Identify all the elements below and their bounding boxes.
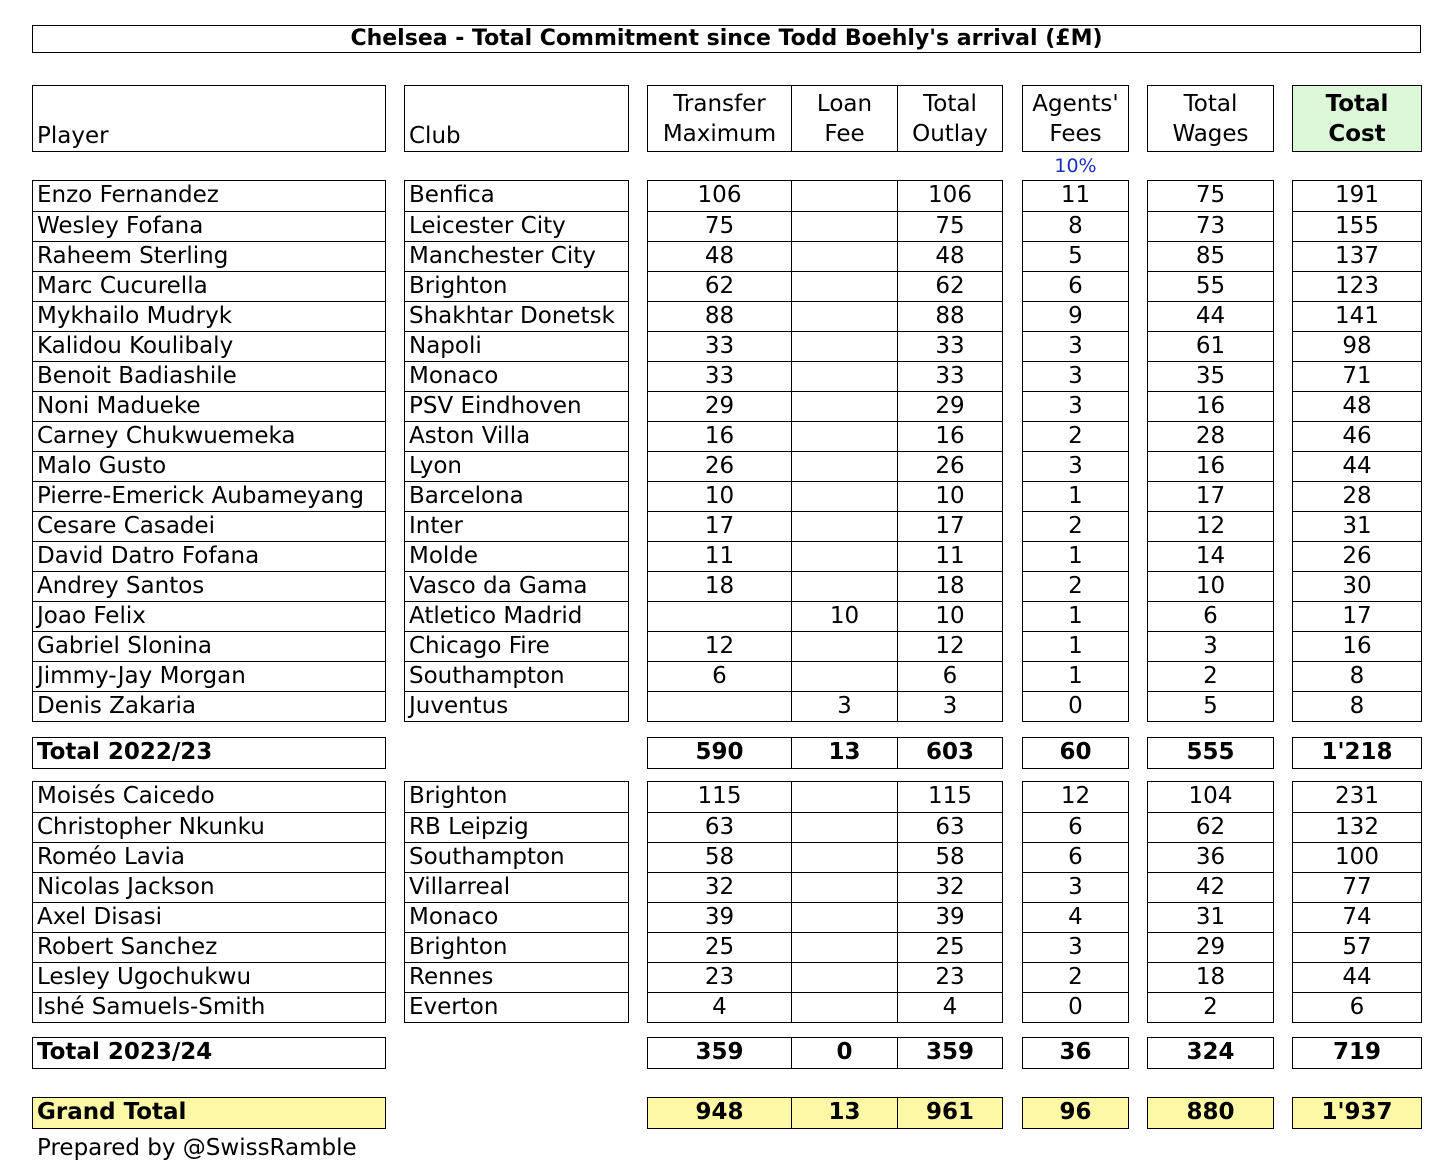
agents-fee-cell: 0 (1023, 691, 1128, 721)
total-2022-23-outlay (647, 737, 1003, 769)
outlay-row (648, 631, 1002, 661)
total1-loan: 13 (791, 738, 897, 768)
loan-fee-cell (791, 302, 897, 331)
wages-cell: 16 (1148, 451, 1273, 481)
loan-fee-cell: 3 (791, 692, 897, 721)
season2-player-column (32, 781, 386, 1023)
club-cell: Rennes (405, 962, 628, 992)
loan-fee-cell (791, 963, 897, 992)
header-club: Club (404, 85, 629, 152)
agents-fee-cell: 9 (1023, 301, 1128, 331)
club-cell: Manchester City (405, 241, 628, 271)
agents-fee-cell: 4 (1023, 902, 1128, 932)
total-2022-23-wages: 555 (1147, 737, 1274, 769)
total-outlay-cell: 106 (897, 181, 1002, 211)
transfer-max-cell: 29 (704, 393, 735, 419)
wages-cell: 73 (1148, 211, 1273, 241)
transfer-max-cell: 32 (704, 874, 735, 900)
wages-cell: 61 (1148, 331, 1273, 361)
grand-total-outlay (647, 1097, 1003, 1129)
total-cost-cell: 26 (1293, 541, 1421, 571)
total-outlay-cell: 48 (897, 242, 1002, 271)
player-cell: Benoit Badiashile (33, 361, 385, 391)
total-outlay-cell: 62 (897, 272, 1002, 301)
total-2022-23-cost: 1'218 (1292, 737, 1422, 769)
player-cell: Pierre-Emerick Aubameyang (33, 481, 385, 511)
player-cell: David Datro Fofana (33, 541, 385, 571)
wages-cell: 2 (1148, 992, 1273, 1022)
player-cell: Kalidou Koulibaly (33, 331, 385, 361)
loan-fee-cell (791, 362, 897, 391)
footer-credit: Prepared by @SwissRamble (37, 1135, 357, 1161)
total2-transfer: 359 (695, 1039, 744, 1065)
transfer-max-cell: 26 (704, 453, 735, 479)
total-outlay-cell: 33 (897, 362, 1002, 391)
total-cost-cell: 31 (1293, 511, 1421, 541)
transfer-max-cell: 33 (704, 333, 735, 359)
total-outlay-cell: 18 (897, 572, 1002, 601)
agents-fee-cell: 12 (1060, 783, 1091, 809)
season1-agents-column (1022, 180, 1129, 722)
grand-total-agents: 96 (1022, 1097, 1129, 1129)
wages-cell: 75 (1195, 182, 1226, 208)
total-outlay-cell: 58 (897, 843, 1002, 872)
club-cell: Juventus (405, 691, 628, 721)
loan-fee-cell (791, 542, 897, 571)
agents-fee-cell: 1 (1023, 661, 1128, 691)
total-outlay-cell: 4 (897, 993, 1002, 1022)
transfer-max-cell: 58 (704, 844, 735, 870)
total-outlay-cell: 29 (897, 392, 1002, 421)
wages-cell: 104 (1188, 783, 1233, 809)
outlay-row (648, 932, 1002, 962)
player-cell: Marc Cucurella (33, 271, 385, 301)
loan-fee-cell (791, 181, 897, 211)
player-cell: Axel Disasi (33, 902, 385, 932)
transfer-max-cell: 16 (704, 423, 735, 449)
outlay-row (648, 241, 1002, 271)
loan-fee-cell (791, 873, 897, 902)
total-cost-cell: 8 (1293, 691, 1421, 721)
season2-outlay-columns (647, 781, 1003, 1023)
grand-total-wages: 880 (1147, 1097, 1274, 1129)
player-cell: Gabriel Slonina (33, 631, 385, 661)
loan-fee-cell (791, 993, 897, 1022)
agents-pct-note: 10% (1054, 155, 1097, 177)
transfer-max-cell: 17 (704, 513, 735, 539)
transfer-max-cell: 18 (704, 573, 735, 599)
player-cell: Malo Gusto (33, 451, 385, 481)
total-cost-cell: 17 (1293, 601, 1421, 631)
wages-cell: 28 (1148, 421, 1273, 451)
agents-fee-cell: 2 (1023, 962, 1128, 992)
player-cell: Moisés Caicedo (37, 783, 215, 809)
club-cell: Inter (405, 511, 628, 541)
season1-outlay-columns (647, 180, 1003, 722)
grand-outlay: 961 (897, 1098, 1002, 1128)
season2-wages-column (1147, 781, 1274, 1023)
total-cost-cell: 100 (1293, 842, 1421, 872)
club-cell: Leicester City (405, 211, 628, 241)
total-cost-cell: 137 (1293, 241, 1421, 271)
total-outlay-cell: 6 (897, 662, 1002, 691)
total-cost-cell: 155 (1293, 211, 1421, 241)
wages-cell: 18 (1148, 962, 1273, 992)
club-cell: Napoli (405, 331, 628, 361)
wages-cell: 85 (1148, 241, 1273, 271)
header-total-wages: Total Wages (1147, 85, 1274, 152)
outlay-row (648, 451, 1002, 481)
total-cost-cell: 48 (1293, 391, 1421, 421)
total-outlay-cell: 75 (897, 212, 1002, 241)
outlay-row (648, 421, 1002, 451)
loan-fee-cell (791, 903, 897, 932)
club-cell: Villarreal (405, 872, 628, 902)
transfer-max-cell: 62 (704, 273, 735, 299)
club-cell: Molde (405, 541, 628, 571)
outlay-row (648, 211, 1002, 241)
outlay-row (648, 962, 1002, 992)
total-cost-cell: 30 (1293, 571, 1421, 601)
total-outlay-cell: 63 (897, 813, 1002, 842)
player-cell: Cesare Casadei (33, 511, 385, 541)
transfer-max-cell: 23 (704, 964, 735, 990)
total-2022-23-label: Total 2022/23 (32, 737, 386, 769)
outlay-row (648, 992, 1002, 1022)
total-2023-24-label: Total 2023/24 (32, 1037, 386, 1069)
agents-fee-cell: 3 (1023, 932, 1128, 962)
header-loan-fee: Loan Fee (791, 86, 897, 151)
transfer-max-cell: 63 (704, 814, 735, 840)
player-cell: Mykhailo Mudryk (33, 301, 385, 331)
total-outlay-cell: 26 (897, 452, 1002, 481)
total-cost-cell: 98 (1293, 331, 1421, 361)
grand-loan: 13 (791, 1098, 897, 1128)
outlay-row (648, 361, 1002, 391)
transfer-max-cell (648, 692, 791, 721)
outlay-row (648, 271, 1002, 301)
outlay-row (648, 571, 1002, 601)
player-cell: Noni Madueke (33, 391, 385, 421)
transfer-max-cell: 4 (712, 994, 727, 1020)
total-cost-cell: 28 (1293, 481, 1421, 511)
table-title: Chelsea - Total Commitment since Todd Boehly's arrival (£M) (32, 25, 1421, 53)
club-cell: Everton (405, 992, 628, 1022)
player-cell: Andrey Santos (33, 571, 385, 601)
wages-cell: 14 (1148, 541, 1273, 571)
total-outlay-cell: 39 (897, 903, 1002, 932)
total-cost-cell: 77 (1293, 872, 1421, 902)
season2-agents-column (1022, 781, 1129, 1023)
transfer-max-cell: 12 (704, 633, 735, 659)
club-cell: Shakhtar Donetsk (405, 301, 628, 331)
header-total-cost: Total Cost (1292, 85, 1422, 152)
loan-fee-cell (791, 843, 897, 872)
season1-player-column (32, 180, 386, 722)
total-2023-24-agents: 36 (1022, 1037, 1129, 1069)
total-cost-cell: 6 (1293, 992, 1421, 1022)
club-cell: Brighton (409, 783, 508, 809)
outlay-row (648, 842, 1002, 872)
total-outlay-cell: 115 (897, 782, 1002, 812)
header-agents-fees: Agents' Fees (1022, 85, 1129, 152)
wages-cell: 55 (1148, 271, 1273, 301)
player-cell: Joao Felix (33, 601, 385, 631)
wages-cell: 6 (1148, 601, 1273, 631)
outlay-row (648, 902, 1002, 932)
wages-cell: 10 (1148, 571, 1273, 601)
outlay-row (648, 872, 1002, 902)
player-cell: Nicolas Jackson (33, 872, 385, 902)
agents-fee-cell: 8 (1023, 211, 1128, 241)
wages-cell: 44 (1148, 301, 1273, 331)
total-outlay-cell: 23 (897, 963, 1002, 992)
total-cost-cell: 141 (1293, 301, 1421, 331)
loan-fee-cell (791, 212, 897, 241)
player-cell: Roméo Lavia (33, 842, 385, 872)
total-outlay-cell: 11 (897, 542, 1002, 571)
club-cell: Brighton (405, 932, 628, 962)
club-cell: Brighton (405, 271, 628, 301)
agents-fee-cell: 11 (1060, 182, 1091, 208)
agents-fee-cell: 2 (1023, 511, 1128, 541)
loan-fee-cell (791, 572, 897, 601)
total-cost-cell: 123 (1293, 271, 1421, 301)
total-cost-cell: 46 (1293, 421, 1421, 451)
agents-fee-cell: 2 (1023, 571, 1128, 601)
wages-cell: 36 (1148, 842, 1273, 872)
total-2023-24-wages: 324 (1147, 1037, 1274, 1069)
outlay-row (648, 661, 1002, 691)
total-cost-cell: 16 (1293, 631, 1421, 661)
agents-fee-cell: 2 (1023, 421, 1128, 451)
total-outlay-cell: 16 (897, 422, 1002, 451)
wages-cell: 16 (1148, 391, 1273, 421)
header-outlay-group (647, 85, 1003, 152)
total-cost-cell: 74 (1293, 902, 1421, 932)
player-cell: Lesley Ugochukwu (33, 962, 385, 992)
transfer-max-cell: 106 (697, 182, 742, 208)
total-outlay-cell: 25 (897, 933, 1002, 962)
outlay-row (648, 511, 1002, 541)
agents-fee-cell: 5 (1023, 241, 1128, 271)
outlay-row (648, 331, 1002, 361)
total-2022-23-agents: 60 (1022, 737, 1129, 769)
transfer-max-cell: 10 (704, 483, 735, 509)
player-cell: Christopher Nkunku (33, 812, 385, 842)
loan-fee-cell (791, 392, 897, 421)
player-cell: Denis Zakaria (33, 691, 385, 721)
total-outlay-cell: 3 (897, 692, 1002, 721)
total-outlay-cell: 32 (897, 873, 1002, 902)
total-cost-cell: 44 (1293, 962, 1421, 992)
outlay-row (648, 391, 1002, 421)
header-total-outlay: Total Outlay (897, 86, 1002, 151)
club-cell: Monaco (405, 361, 628, 391)
agents-fee-cell: 3 (1023, 361, 1128, 391)
club-cell: RB Leipzig (405, 812, 628, 842)
total-2023-24-outlay (647, 1037, 1003, 1069)
player-cell: Enzo Fernandez (37, 182, 219, 208)
outlay-row (648, 691, 1002, 721)
total-cost-cell: 8 (1293, 661, 1421, 691)
wages-cell: 12 (1148, 511, 1273, 541)
total-outlay-cell: 88 (897, 302, 1002, 331)
loan-fee-cell (791, 482, 897, 511)
wages-cell: 42 (1148, 872, 1273, 902)
outlay-row (648, 782, 1002, 812)
loan-fee-cell: 10 (791, 602, 897, 631)
transfer-max-cell: 25 (704, 934, 735, 960)
agents-fee-cell: 6 (1023, 812, 1128, 842)
wages-cell: 2 (1148, 661, 1273, 691)
agents-fee-cell: 3 (1023, 391, 1128, 421)
loan-fee-cell (791, 272, 897, 301)
loan-fee-cell (791, 512, 897, 541)
player-cell: Wesley Fofana (33, 211, 385, 241)
outlay-row (648, 301, 1002, 331)
wages-cell: 62 (1148, 812, 1273, 842)
total-cost-cell: 44 (1293, 451, 1421, 481)
total-cost-cell: 132 (1293, 812, 1421, 842)
outlay-row (648, 541, 1002, 571)
transfer-max-cell: 88 (704, 303, 735, 329)
grand-total-cost: 1'937 (1292, 1097, 1422, 1129)
total-2023-24-cost: 719 (1292, 1037, 1422, 1069)
season1-wages-column (1147, 180, 1274, 722)
loan-fee-cell (791, 332, 897, 361)
total-outlay-cell: 33 (897, 332, 1002, 361)
wages-cell: 3 (1148, 631, 1273, 661)
total-outlay-cell: 17 (897, 512, 1002, 541)
transfer-max-cell: 115 (697, 783, 742, 809)
loan-fee-cell (791, 813, 897, 842)
outlay-row (648, 481, 1002, 511)
loan-fee-cell (791, 662, 897, 691)
outlay-row (648, 601, 1002, 631)
outlay-row (648, 812, 1002, 842)
loan-fee-cell (791, 452, 897, 481)
agents-fee-cell: 3 (1023, 331, 1128, 361)
player-cell: Raheem Sterling (33, 241, 385, 271)
player-cell: Carney Chukwuemeka (33, 421, 385, 451)
outlay-row (648, 181, 1002, 211)
total1-transfer: 590 (695, 739, 744, 765)
club-cell: Aston Villa (405, 421, 628, 451)
loan-fee-cell (791, 242, 897, 271)
agents-fee-cell: 1 (1023, 601, 1128, 631)
total-outlay-cell: 10 (897, 602, 1002, 631)
total-cost-cell: 57 (1293, 932, 1421, 962)
transfer-max-cell: 6 (712, 663, 727, 689)
season1-club-column (404, 180, 629, 722)
wages-cell: 5 (1148, 691, 1273, 721)
club-cell: Chicago Fire (405, 631, 628, 661)
season1-cost-column (1292, 180, 1422, 722)
loan-fee-cell (791, 782, 897, 812)
agents-fee-cell: 3 (1023, 451, 1128, 481)
loan-fee-cell (791, 933, 897, 962)
total1-outlay: 603 (897, 738, 1002, 768)
wages-cell: 35 (1148, 361, 1273, 391)
transfer-max-cell: 48 (704, 243, 735, 269)
header-player: Player (32, 85, 386, 152)
club-cell: Vasco da Gama (405, 571, 628, 601)
agents-fee-cell: 1 (1023, 541, 1128, 571)
club-cell: Barcelona (405, 481, 628, 511)
total-outlay-cell: 12 (897, 632, 1002, 661)
agents-fee-cell: 1 (1023, 481, 1128, 511)
transfer-max-cell: 11 (704, 543, 735, 569)
player-cell: Ishé Samuels-Smith (33, 992, 385, 1022)
transfer-max-cell: 39 (704, 904, 735, 930)
total2-outlay: 359 (897, 1038, 1002, 1068)
agents-fee-cell: 0 (1023, 992, 1128, 1022)
agents-fee-cell: 6 (1023, 842, 1128, 872)
wages-cell: 17 (1148, 481, 1273, 511)
grand-total-label: Grand Total (32, 1097, 386, 1129)
loan-fee-cell (791, 422, 897, 451)
club-cell: Monaco (405, 902, 628, 932)
agents-fee-cell: 6 (1023, 271, 1128, 301)
club-cell: Atletico Madrid (405, 601, 628, 631)
grand-transfer: 948 (695, 1099, 744, 1125)
season2-club-column (404, 781, 629, 1023)
transfer-max-cell: 75 (704, 213, 735, 239)
club-cell: Lyon (405, 451, 628, 481)
wages-cell: 31 (1148, 902, 1273, 932)
player-cell: Jimmy-Jay Morgan (33, 661, 385, 691)
header-transfer-max: Transfer Maximum (662, 90, 777, 147)
club-cell: Southampton (405, 842, 628, 872)
club-cell: Benfica (409, 182, 495, 208)
club-cell: PSV Eindhoven (405, 391, 628, 421)
transfer-max-cell (648, 602, 791, 631)
wages-cell: 29 (1148, 932, 1273, 962)
transfer-max-cell: 33 (704, 363, 735, 389)
player-cell: Robert Sanchez (33, 932, 385, 962)
total-outlay-cell: 10 (897, 482, 1002, 511)
total-cost-cell: 191 (1335, 182, 1379, 208)
total-cost-cell: 71 (1293, 361, 1421, 391)
total2-loan: 0 (791, 1038, 897, 1068)
loan-fee-cell (791, 632, 897, 661)
agents-fee-cell: 3 (1023, 872, 1128, 902)
season2-cost-column (1292, 781, 1422, 1023)
agents-fee-cell: 1 (1023, 631, 1128, 661)
club-cell: Southampton (405, 661, 628, 691)
total-cost-cell: 231 (1335, 783, 1379, 809)
